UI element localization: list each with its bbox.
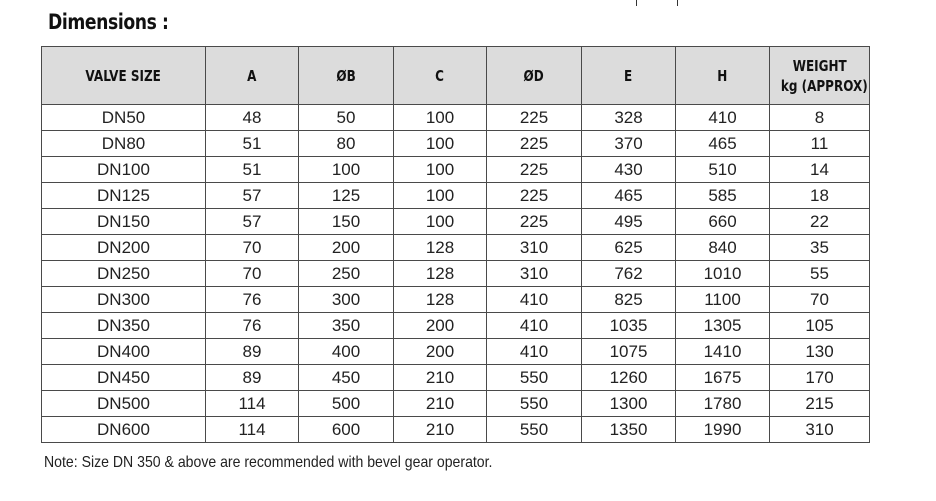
dimensions-table xyxy=(41,46,870,443)
section-heading: Dimensions : xyxy=(48,10,169,34)
header-a: A xyxy=(206,47,299,105)
cell-h: 510 xyxy=(676,157,770,183)
cell-valve-size: DN80 xyxy=(42,131,206,157)
table-row xyxy=(42,365,870,391)
table-header-row xyxy=(42,47,870,105)
cell-c: 128 xyxy=(394,261,487,287)
cell-weight: 170 xyxy=(770,365,870,391)
footnote: Note: Size DN 350 & above are recommended with bevel gear operator. xyxy=(44,454,493,471)
cell-weight: 8 xyxy=(770,105,870,131)
cell-b-diameter: 125 xyxy=(299,183,394,209)
cell-e: 1035 xyxy=(582,313,676,339)
cell-valve-size: DN450 xyxy=(42,365,206,391)
header-valve-size: VALVE SIZE xyxy=(42,47,206,105)
cell-valve-size: DN100 xyxy=(42,157,206,183)
header-weight: WEIGHT kg (APPROX) xyxy=(770,47,870,105)
cell-d-diameter: 310 xyxy=(487,261,582,287)
cell-b-diameter: 100 xyxy=(299,157,394,183)
cell-c: 100 xyxy=(394,209,487,235)
cell-weight: 215 xyxy=(770,391,870,417)
header-h: H xyxy=(676,47,770,105)
cell-a: 57 xyxy=(206,183,299,209)
cell-valve-size: DN350 xyxy=(42,313,206,339)
cell-a: 51 xyxy=(206,131,299,157)
cell-valve-size: DN50 xyxy=(42,105,206,131)
cell-a: 48 xyxy=(206,105,299,131)
cell-valve-size: DN500 xyxy=(42,391,206,417)
cell-a: 114 xyxy=(206,417,299,443)
cell-a: 76 xyxy=(206,313,299,339)
cell-valve-size: DN200 xyxy=(42,235,206,261)
cell-h: 1410 xyxy=(676,339,770,365)
cell-d-diameter: 550 xyxy=(487,391,582,417)
table-row xyxy=(42,339,870,365)
cell-d-diameter: 225 xyxy=(487,157,582,183)
table-row xyxy=(42,105,870,131)
table-row xyxy=(42,261,870,287)
cell-c: 200 xyxy=(394,313,487,339)
cell-e: 762 xyxy=(582,261,676,287)
cell-weight: 55 xyxy=(770,261,870,287)
cell-e: 465 xyxy=(582,183,676,209)
table-row xyxy=(42,391,870,417)
cell-weight: 70 xyxy=(770,287,870,313)
cell-a: 76 xyxy=(206,287,299,313)
cell-e: 495 xyxy=(582,209,676,235)
table-row xyxy=(42,313,870,339)
cell-h: 840 xyxy=(676,235,770,261)
cell-h: 1305 xyxy=(676,313,770,339)
cell-e: 1300 xyxy=(582,391,676,417)
cell-e: 430 xyxy=(582,157,676,183)
cell-valve-size: DN400 xyxy=(42,339,206,365)
cell-h: 1780 xyxy=(676,391,770,417)
cell-d-diameter: 310 xyxy=(487,235,582,261)
cell-b-diameter: 80 xyxy=(299,131,394,157)
cell-b-diameter: 500 xyxy=(299,391,394,417)
cell-d-diameter: 225 xyxy=(487,105,582,131)
cell-c: 200 xyxy=(394,339,487,365)
cell-c: 100 xyxy=(394,105,487,131)
cell-b-diameter: 300 xyxy=(299,287,394,313)
cell-e: 825 xyxy=(582,287,676,313)
cell-a: 70 xyxy=(206,261,299,287)
table-row xyxy=(42,157,870,183)
header-d-diameter: ØD xyxy=(487,47,582,105)
cell-valve-size: DN125 xyxy=(42,183,206,209)
cell-b-diameter: 200 xyxy=(299,235,394,261)
table-row xyxy=(42,287,870,313)
cell-a: 89 xyxy=(206,365,299,391)
cell-e: 1350 xyxy=(582,417,676,443)
cell-weight: 22 xyxy=(770,209,870,235)
cell-d-diameter: 410 xyxy=(487,339,582,365)
cell-a: 57 xyxy=(206,209,299,235)
cell-weight: 310 xyxy=(770,417,870,443)
cell-weight: 35 xyxy=(770,235,870,261)
cell-c: 100 xyxy=(394,183,487,209)
cell-b-diameter: 400 xyxy=(299,339,394,365)
cell-weight: 105 xyxy=(770,313,870,339)
cell-valve-size: DN600 xyxy=(42,417,206,443)
cell-d-diameter: 225 xyxy=(487,183,582,209)
cell-h: 660 xyxy=(676,209,770,235)
cell-c: 210 xyxy=(394,391,487,417)
cell-weight: 130 xyxy=(770,339,870,365)
cell-d-diameter: 225 xyxy=(487,209,582,235)
cell-e: 1260 xyxy=(582,365,676,391)
cell-a: 51 xyxy=(206,157,299,183)
cell-b-diameter: 250 xyxy=(299,261,394,287)
cell-c: 210 xyxy=(394,365,487,391)
cell-d-diameter: 410 xyxy=(487,287,582,313)
table-row xyxy=(42,131,870,157)
cell-e: 370 xyxy=(582,131,676,157)
cell-h: 410 xyxy=(676,105,770,131)
cell-a: 114 xyxy=(206,391,299,417)
table-row xyxy=(42,235,870,261)
cell-e: 328 xyxy=(582,105,676,131)
table-row xyxy=(42,183,870,209)
header-b-diameter: ØB xyxy=(299,47,394,105)
cell-h: 1675 xyxy=(676,365,770,391)
cell-h: 1010 xyxy=(676,261,770,287)
cell-h: 1100 xyxy=(676,287,770,313)
table-row xyxy=(42,417,870,443)
cell-c: 210 xyxy=(394,417,487,443)
cell-d-diameter: 410 xyxy=(487,313,582,339)
cell-b-diameter: 450 xyxy=(299,365,394,391)
table-row xyxy=(42,209,870,235)
cell-weight: 11 xyxy=(770,131,870,157)
cell-h: 585 xyxy=(676,183,770,209)
cell-a: 89 xyxy=(206,339,299,365)
cell-e: 1075 xyxy=(582,339,676,365)
header-c: C xyxy=(394,47,487,105)
cell-valve-size: DN150 xyxy=(42,209,206,235)
cell-h: 465 xyxy=(676,131,770,157)
cell-valve-size: DN300 xyxy=(42,287,206,313)
cell-c: 128 xyxy=(394,235,487,261)
cell-b-diameter: 600 xyxy=(299,417,394,443)
cell-b-diameter: 150 xyxy=(299,209,394,235)
cell-c: 128 xyxy=(394,287,487,313)
cell-c: 100 xyxy=(394,157,487,183)
top-edge-tick xyxy=(677,0,678,6)
cell-d-diameter: 550 xyxy=(487,417,582,443)
top-edge-tick xyxy=(636,0,637,6)
cell-valve-size: DN250 xyxy=(42,261,206,287)
cell-c: 100 xyxy=(394,131,487,157)
header-e: E xyxy=(582,47,676,105)
cell-a: 70 xyxy=(206,235,299,261)
cell-e: 625 xyxy=(582,235,676,261)
cell-d-diameter: 550 xyxy=(487,365,582,391)
cell-b-diameter: 350 xyxy=(299,313,394,339)
cell-b-diameter: 50 xyxy=(299,105,394,131)
cell-d-diameter: 225 xyxy=(487,131,582,157)
cell-weight: 14 xyxy=(770,157,870,183)
cell-weight: 18 xyxy=(770,183,870,209)
cell-h: 1990 xyxy=(676,417,770,443)
